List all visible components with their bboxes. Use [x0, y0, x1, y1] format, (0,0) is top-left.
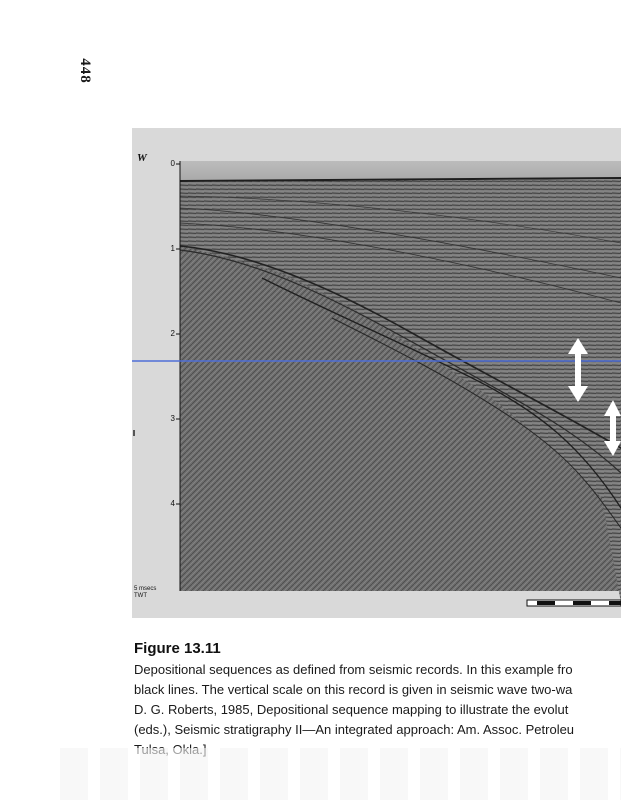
caption-line: black lines. The vertical scale on this record is given in seismic wave two-wa	[134, 682, 573, 697]
seismic-record-image	[132, 128, 621, 618]
depth-axis-tick-label: 1	[170, 244, 175, 253]
depth-axis-ticks	[176, 164, 180, 504]
direction-label-west: W	[137, 152, 147, 164]
caption-line: (eds.), Seismic stratigraphy II—An integrated approach: Am. Assoc. Petroleu	[134, 722, 575, 737]
caption-line: D. G. Roberts, 1985, Depositional sequence mapping to illustrate the evolut	[134, 702, 569, 717]
depth-axis-unit: 5 msecs TWT	[134, 586, 157, 599]
show-through-artifact	[60, 748, 621, 800]
page-number: 448	[77, 58, 93, 84]
seismic-figure	[132, 128, 621, 618]
margin-tick	[133, 430, 135, 436]
depth-axis-tick-label: 0	[170, 159, 175, 168]
depth-axis-tick-label: 4	[170, 499, 175, 508]
scale-bar	[527, 600, 621, 606]
figure-caption-title: Figure 13.11	[134, 640, 221, 657]
figure-caption-body	[134, 660, 621, 760]
depth-axis-tick-label: 2	[170, 329, 175, 338]
caption-line: Depositional sequences as defined from seismic records. In this example fro	[134, 662, 573, 677]
depth-axis-tick-label: 3	[170, 414, 175, 423]
